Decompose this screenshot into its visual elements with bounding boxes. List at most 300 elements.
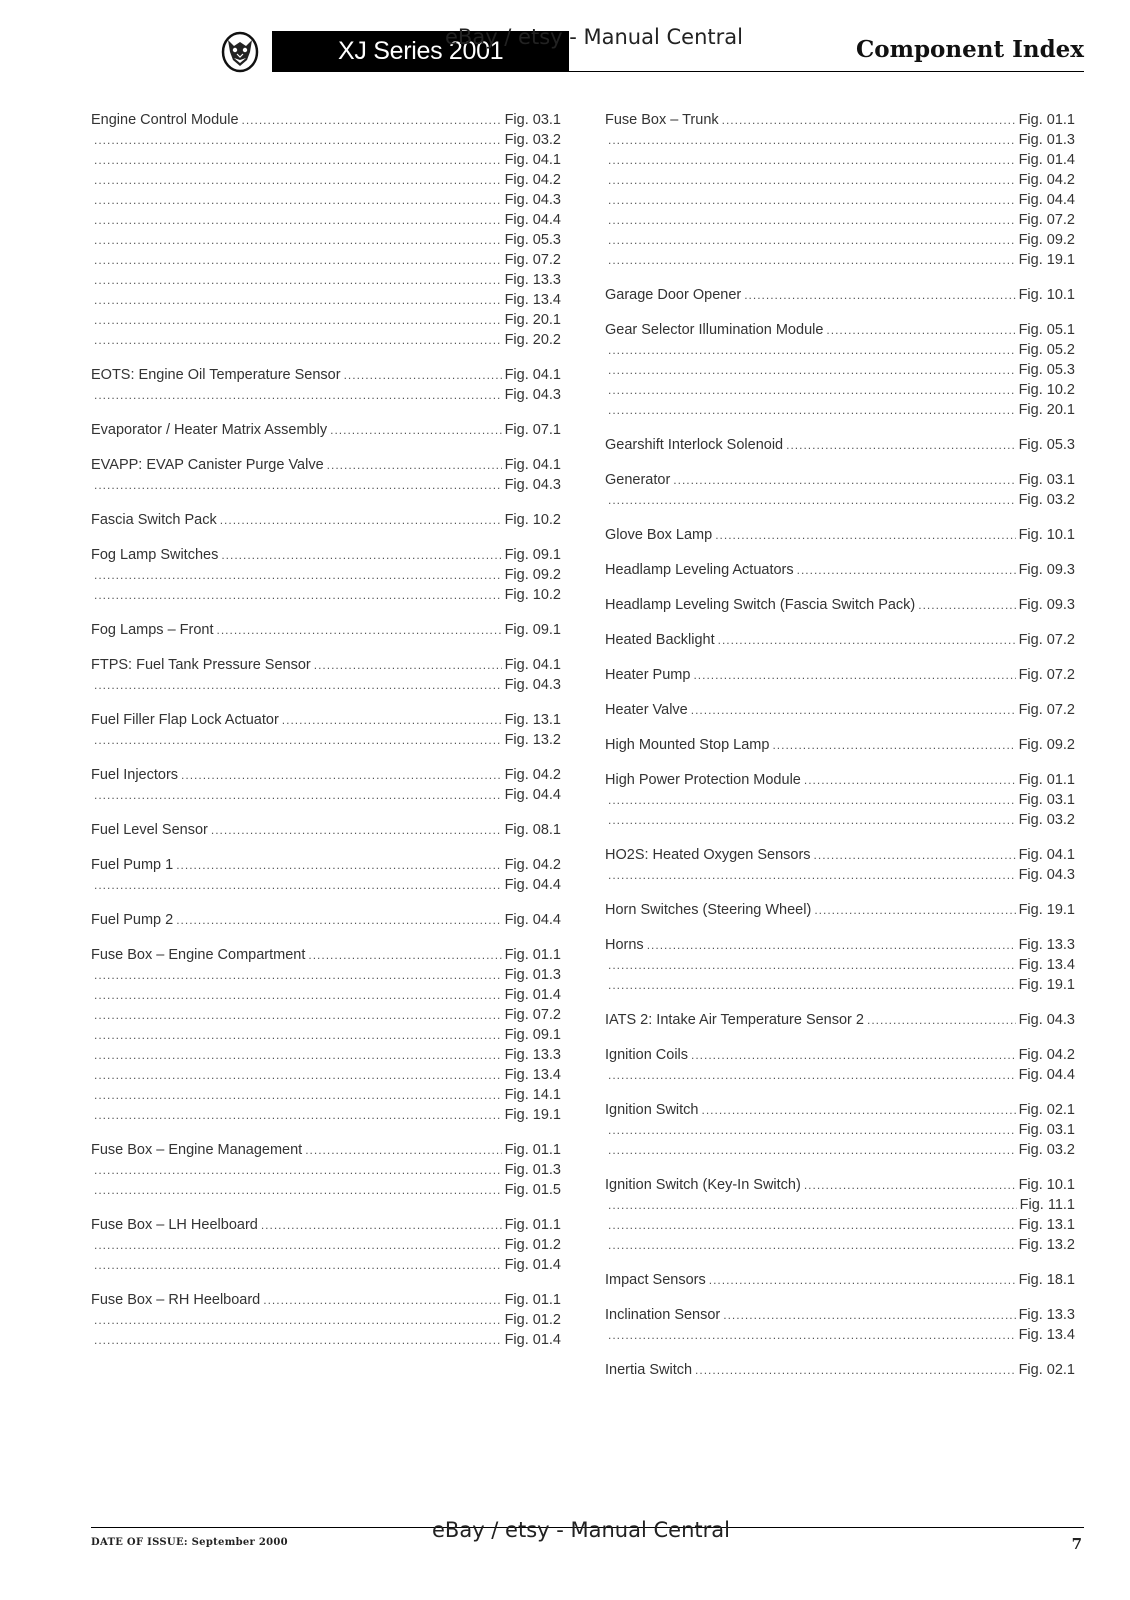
index-row: [605, 472, 1075, 492]
index-row: [91, 1007, 561, 1027]
index-row: [91, 312, 561, 332]
dot-leader: [327, 458, 502, 472]
component-name: Heater Pump: [605, 667, 691, 683]
index-row: [91, 1047, 561, 1067]
index-entry: [605, 1012, 1075, 1032]
figure-reference: Fig. 04.4: [504, 212, 561, 228]
figure-reference: Fig. 01.1: [504, 947, 561, 963]
figure-reference: Fig. 13.3: [504, 1047, 561, 1063]
index-row: [91, 172, 561, 192]
dot-leader: [94, 588, 502, 602]
index-entry: [91, 657, 561, 697]
index-row: [605, 812, 1075, 832]
dot-leader: [94, 253, 502, 267]
dot-leader: [804, 773, 1016, 787]
figure-reference: Fig. 04.2: [1018, 172, 1075, 188]
figure-reference: Fig. 13.3: [1018, 1307, 1075, 1323]
index-row: [91, 132, 561, 152]
index-row: [605, 402, 1075, 422]
index-row: [91, 822, 561, 842]
figure-reference: Fig. 10.2: [504, 512, 561, 528]
index-entry: [91, 1217, 561, 1277]
index-row: [605, 667, 1075, 687]
component-name: Engine Control Module: [91, 112, 239, 128]
figure-reference: Fig. 01.3: [1018, 132, 1075, 148]
component-name: Fog Lamp Switches: [91, 547, 219, 563]
dot-leader: [308, 948, 501, 962]
figure-reference: Fig. 20.1: [1018, 402, 1075, 418]
index-row: [605, 792, 1075, 812]
figure-reference: Fig. 20.1: [504, 312, 561, 328]
figure-reference: Fig. 09.3: [1018, 562, 1075, 578]
index-row: [605, 382, 1075, 402]
index-row: [91, 1332, 561, 1352]
dot-leader: [608, 1238, 1016, 1252]
index-row: [91, 657, 561, 677]
component-name: Generator: [605, 472, 671, 488]
figure-reference: Fig. 11.1: [1019, 1197, 1075, 1213]
figure-reference: Fig. 04.2: [504, 767, 561, 783]
left-index-column: [91, 112, 561, 1367]
index-entry: [91, 422, 561, 442]
index-row: [91, 477, 561, 497]
component-name: Ignition Switch: [605, 1102, 699, 1118]
index-row: [605, 632, 1075, 652]
dot-leader: [608, 213, 1016, 227]
figure-reference: Fig. 09.1: [504, 547, 561, 563]
dot-leader: [94, 1183, 502, 1197]
index-row: [91, 947, 561, 967]
index-row: [91, 272, 561, 292]
figure-reference: Fig. 03.1: [1018, 792, 1075, 808]
index-row: [605, 112, 1075, 132]
index-row: [91, 212, 561, 232]
figure-reference: Fig. 02.1: [1018, 1102, 1075, 1118]
index-entry: [605, 437, 1075, 457]
component-name: EOTS: Engine Oil Temperature Sensor: [91, 367, 341, 383]
index-entry: [605, 1047, 1075, 1087]
figure-reference: Fig. 01.2: [504, 1237, 561, 1253]
figure-reference: Fig. 01.5: [504, 1182, 561, 1198]
figure-reference: Fig. 09.1: [504, 622, 561, 638]
index-entry: [91, 822, 561, 842]
dot-leader: [94, 678, 502, 692]
dot-leader: [608, 793, 1016, 807]
figure-reference: Fig. 10.1: [1018, 287, 1075, 303]
figure-reference: Fig. 07.2: [1018, 702, 1075, 718]
component-name: Fuel Level Sensor: [91, 822, 208, 838]
dot-leader: [242, 113, 502, 127]
dot-leader: [804, 1178, 1016, 1192]
index-row: [91, 1067, 561, 1087]
figure-reference: Fig. 19.1: [1018, 252, 1075, 268]
figure-reference: Fig. 07.2: [504, 252, 561, 268]
index-entry: [605, 772, 1075, 832]
index-row: [91, 332, 561, 352]
dot-leader: [94, 293, 502, 307]
index-entry: [91, 1142, 561, 1202]
index-entry: [605, 1177, 1075, 1257]
index-row: [605, 362, 1075, 382]
component-name: Fuel Pump 2: [91, 912, 174, 928]
figure-reference: Fig. 05.2: [1018, 342, 1075, 358]
index-row: [605, 212, 1075, 232]
component-name: High Mounted Stop Lamp: [605, 737, 770, 753]
index-row: [91, 512, 561, 532]
figure-reference: Fig. 01.1: [1018, 772, 1075, 788]
dot-leader: [94, 878, 502, 892]
dot-leader: [608, 343, 1016, 357]
figure-reference: Fig. 04.3: [504, 677, 561, 693]
figure-reference: Fig. 13.1: [1018, 1217, 1075, 1233]
component-name: High Power Protection Module: [605, 772, 801, 788]
figure-reference: Fig. 03.1: [1018, 472, 1075, 488]
dot-leader: [608, 1218, 1016, 1232]
dot-leader: [608, 978, 1016, 992]
index-entry: [91, 712, 561, 752]
figure-reference: Fig. 04.4: [1018, 192, 1075, 208]
index-entry: [605, 1102, 1075, 1162]
dot-leader: [702, 1103, 1016, 1117]
index-row: [605, 1067, 1075, 1087]
index-entry: [605, 322, 1075, 422]
dot-leader: [608, 1143, 1016, 1157]
figure-reference: Fig. 07.2: [1018, 632, 1075, 648]
dot-leader: [305, 1143, 501, 1157]
dot-leader: [314, 658, 502, 672]
figure-reference: Fig. 19.1: [1018, 902, 1075, 918]
index-entry: [605, 902, 1075, 922]
index-row: [91, 732, 561, 752]
index-entry: [605, 287, 1075, 307]
dot-leader: [608, 193, 1016, 207]
figure-reference: Fig. 05.3: [504, 232, 561, 248]
figure-reference: Fig. 09.2: [1018, 737, 1075, 753]
figure-reference: Fig. 01.1: [504, 1292, 561, 1308]
index-row: [605, 192, 1075, 212]
index-row: [605, 287, 1075, 307]
figure-reference: Fig. 02.1: [1018, 1362, 1075, 1378]
component-name: Ignition Coils: [605, 1047, 689, 1063]
component-name: Fuse Box – Engine Management: [91, 1142, 303, 1158]
index-row: [605, 847, 1075, 867]
figure-reference: Fig. 19.1: [504, 1107, 561, 1123]
index-row: [91, 457, 561, 477]
dot-leader: [94, 173, 502, 187]
dot-leader: [608, 493, 1016, 507]
index-row: [91, 967, 561, 987]
dot-leader: [722, 113, 1016, 127]
index-row: [605, 1197, 1075, 1217]
index-row: [91, 712, 561, 732]
dot-leader: [94, 1313, 502, 1327]
dot-leader: [217, 623, 502, 637]
component-name: Glove Box Lamp: [605, 527, 713, 543]
component-name: Fuel Pump 1: [91, 857, 174, 873]
index-row: [605, 902, 1075, 922]
index-row: [91, 1292, 561, 1312]
index-row: [91, 677, 561, 697]
dot-leader: [263, 1293, 501, 1307]
figure-reference: Fig. 04.4: [504, 912, 561, 928]
index-entry: [91, 547, 561, 607]
figure-reference: Fig. 03.2: [1018, 812, 1075, 828]
figure-reference: Fig. 03.2: [504, 132, 561, 148]
index-entry: [605, 597, 1075, 617]
dot-leader: [608, 233, 1016, 247]
index-row: [605, 1177, 1075, 1197]
component-name: Headlamp Leveling Actuators: [605, 562, 794, 578]
watermark-top: eBay / etsy - Manual Central: [445, 25, 743, 49]
dot-leader: [715, 528, 1015, 542]
component-name: Fuel Injectors: [91, 767, 179, 783]
index-entry: [605, 937, 1075, 997]
dot-leader: [221, 548, 501, 562]
index-row: [91, 112, 561, 132]
index-row: [605, 937, 1075, 957]
dot-leader: [94, 1028, 502, 1042]
component-name: Fog Lamps – Front: [91, 622, 214, 638]
dot-leader: [176, 913, 501, 927]
figure-reference: Fig. 04.1: [504, 152, 561, 168]
dot-leader: [608, 958, 1016, 972]
dot-leader: [94, 1333, 502, 1347]
index-entry: [91, 1292, 561, 1352]
index-row: [91, 422, 561, 442]
dot-leader: [814, 848, 1016, 862]
index-entry: [91, 947, 561, 1127]
figure-reference: Fig. 07.2: [1018, 667, 1075, 683]
dot-leader: [94, 273, 502, 287]
component-name: FTPS: Fuel Tank Pressure Sensor: [91, 657, 311, 673]
index-row: [605, 1307, 1075, 1327]
dot-leader: [94, 1258, 502, 1272]
figure-reference: Fig. 04.2: [1018, 1047, 1075, 1063]
figure-reference: Fig. 07.2: [1018, 212, 1075, 228]
index-entry: [605, 847, 1075, 887]
figure-reference: Fig. 01.4: [504, 1257, 561, 1273]
index-row: [605, 322, 1075, 342]
index-row: [91, 367, 561, 387]
figure-reference: Fig. 04.3: [1018, 867, 1075, 883]
index-entry: [91, 622, 561, 642]
dot-leader: [608, 383, 1016, 397]
figure-reference: Fig. 03.1: [1018, 1122, 1075, 1138]
index-row: [91, 152, 561, 172]
index-row: [91, 587, 561, 607]
component-name: EVAPP: EVAP Canister Purge Valve: [91, 457, 324, 473]
index-entry: [91, 912, 561, 932]
figure-reference: Fig. 04.4: [1018, 1067, 1075, 1083]
index-row: [605, 1272, 1075, 1292]
index-row: [605, 1327, 1075, 1347]
figure-reference: Fig. 04.1: [504, 657, 561, 673]
dot-leader: [718, 633, 1016, 647]
figure-reference: Fig. 10.1: [1018, 1177, 1075, 1193]
index-row: [605, 152, 1075, 172]
index-row: [605, 1102, 1075, 1122]
dot-leader: [94, 568, 502, 582]
dot-leader: [94, 1163, 502, 1177]
index-row: [605, 172, 1075, 192]
figure-reference: Fig. 18.1: [1018, 1272, 1075, 1288]
figure-reference: Fig. 04.1: [504, 367, 561, 383]
dot-leader: [695, 1363, 1016, 1377]
figure-reference: Fig. 04.3: [504, 477, 561, 493]
page-number: 7: [1071, 1535, 1082, 1553]
component-name: Impact Sensors: [605, 1272, 706, 1288]
figure-reference: Fig. 01.3: [504, 1162, 561, 1178]
figure-reference: Fig. 13.3: [1018, 937, 1075, 953]
dot-leader: [608, 253, 1016, 267]
dot-leader: [691, 1048, 1016, 1062]
dot-leader: [94, 1238, 502, 1252]
index-entry: [91, 367, 561, 407]
page-header: [0, 0, 1130, 80]
figure-reference: Fig. 04.3: [504, 387, 561, 403]
component-name: Inclination Sensor: [605, 1307, 721, 1323]
dot-leader: [94, 153, 502, 167]
component-name: Horn Switches (Steering Wheel): [605, 902, 812, 918]
index-row: [605, 1047, 1075, 1067]
component-name: Ignition Switch (Key-In Switch): [605, 1177, 801, 1193]
component-name: Headlamp Leveling Switch (Fascia Switch Pack): [605, 597, 916, 613]
index-row: [91, 1312, 561, 1332]
index-entry: [91, 857, 561, 897]
dot-leader: [94, 1008, 502, 1022]
index-row: [91, 857, 561, 877]
index-row: [91, 1087, 561, 1107]
series-title: XJ Series 2001: [272, 31, 569, 72]
figure-reference: Fig. 19.1: [1018, 977, 1075, 993]
dot-leader: [94, 313, 502, 327]
dot-leader: [608, 1328, 1016, 1342]
index-row: [91, 912, 561, 932]
index-row: [91, 1237, 561, 1257]
index-row: [605, 702, 1075, 722]
figure-reference: Fig. 05.1: [1018, 322, 1075, 338]
dot-leader: [608, 1123, 1016, 1137]
dot-leader: [867, 1013, 1016, 1027]
figure-reference: Fig. 03.1: [504, 112, 561, 128]
dot-leader: [94, 733, 502, 747]
index-row: [605, 772, 1075, 792]
dot-leader: [261, 1218, 502, 1232]
index-row: [605, 1142, 1075, 1162]
figure-reference: Fig. 09.2: [504, 567, 561, 583]
index-entry: [605, 562, 1075, 582]
figure-reference: Fig. 04.3: [1018, 1012, 1075, 1028]
dot-leader: [723, 1308, 1015, 1322]
figure-reference: Fig. 01.1: [504, 1217, 561, 1233]
dot-leader: [94, 388, 502, 402]
index-row: [605, 957, 1075, 977]
figure-reference: Fig. 05.3: [1018, 437, 1075, 453]
figure-reference: Fig. 13.3: [504, 272, 561, 288]
dot-leader: [94, 233, 502, 247]
index-row: [605, 132, 1075, 152]
dot-leader: [94, 988, 502, 1002]
index-row: [605, 597, 1075, 617]
index-row: [91, 1162, 561, 1182]
dot-leader: [220, 513, 502, 527]
dot-leader: [608, 403, 1016, 417]
index-row: [91, 1182, 561, 1202]
figure-reference: Fig. 09.3: [1018, 597, 1075, 613]
dot-leader: [608, 173, 1016, 187]
figure-reference: Fig. 01.1: [1018, 112, 1075, 128]
component-name: Gear Selector Illumination Module: [605, 322, 824, 338]
figure-reference: Fig. 13.4: [1018, 957, 1075, 973]
figure-reference: Fig. 09.1: [504, 1027, 561, 1043]
dot-leader: [330, 423, 501, 437]
index-row: [91, 1027, 561, 1047]
figure-reference: Fig. 10.2: [1018, 382, 1075, 398]
figure-reference: Fig. 04.1: [1018, 847, 1075, 863]
dot-leader: [772, 738, 1015, 752]
figure-reference: Fig. 03.2: [1018, 492, 1075, 508]
index-row: [91, 252, 561, 272]
dot-leader: [797, 563, 1016, 577]
index-entry: [605, 1362, 1075, 1382]
index-row: [605, 977, 1075, 997]
index-row: [91, 547, 561, 567]
figure-reference: Fig. 07.1: [504, 422, 561, 438]
dot-leader: [94, 1088, 502, 1102]
index-entry: [605, 632, 1075, 652]
index-entry: [91, 457, 561, 497]
index-entry: [91, 767, 561, 807]
component-name: Fuse Box – LH Heelboard: [91, 1217, 258, 1233]
figure-reference: Fig. 13.2: [1018, 1237, 1075, 1253]
index-row: [605, 1237, 1075, 1257]
index-row: [91, 232, 561, 252]
dot-leader: [94, 968, 502, 982]
dot-leader: [608, 868, 1016, 882]
index-row: [605, 232, 1075, 252]
dot-leader: [94, 1048, 502, 1062]
index-row: [91, 767, 561, 787]
index-entry: [605, 472, 1075, 512]
dot-leader: [918, 598, 1015, 612]
dot-leader: [94, 788, 502, 802]
index-row: [605, 1012, 1075, 1032]
index-row: [91, 567, 561, 587]
index-row: [605, 867, 1075, 887]
index-row: [91, 387, 561, 407]
dot-leader: [94, 133, 502, 147]
figure-reference: Fig. 01.2: [504, 1312, 561, 1328]
index-row: [91, 877, 561, 897]
figure-reference: Fig. 05.3: [1018, 362, 1075, 378]
dot-leader: [608, 1198, 1017, 1212]
header-divider: [272, 71, 1084, 72]
figure-reference: Fig. 13.4: [504, 292, 561, 308]
index-row: [605, 342, 1075, 362]
component-name: Fuse Box – RH Heelboard: [91, 1292, 261, 1308]
index-row: [91, 787, 561, 807]
watermark-bottom: eBay / etsy - Manual Central: [432, 1518, 730, 1542]
dot-leader: [814, 903, 1015, 917]
component-name: Fuel Filler Flap Lock Actuator: [91, 712, 279, 728]
figure-reference: Fig. 13.1: [504, 712, 561, 728]
figure-reference: Fig. 01.3: [504, 967, 561, 983]
index-entry: [605, 702, 1075, 722]
figure-reference: Fig. 07.2: [504, 1007, 561, 1023]
figure-reference: Fig. 04.4: [504, 787, 561, 803]
dot-leader: [94, 213, 502, 227]
index-row: [91, 1142, 561, 1162]
